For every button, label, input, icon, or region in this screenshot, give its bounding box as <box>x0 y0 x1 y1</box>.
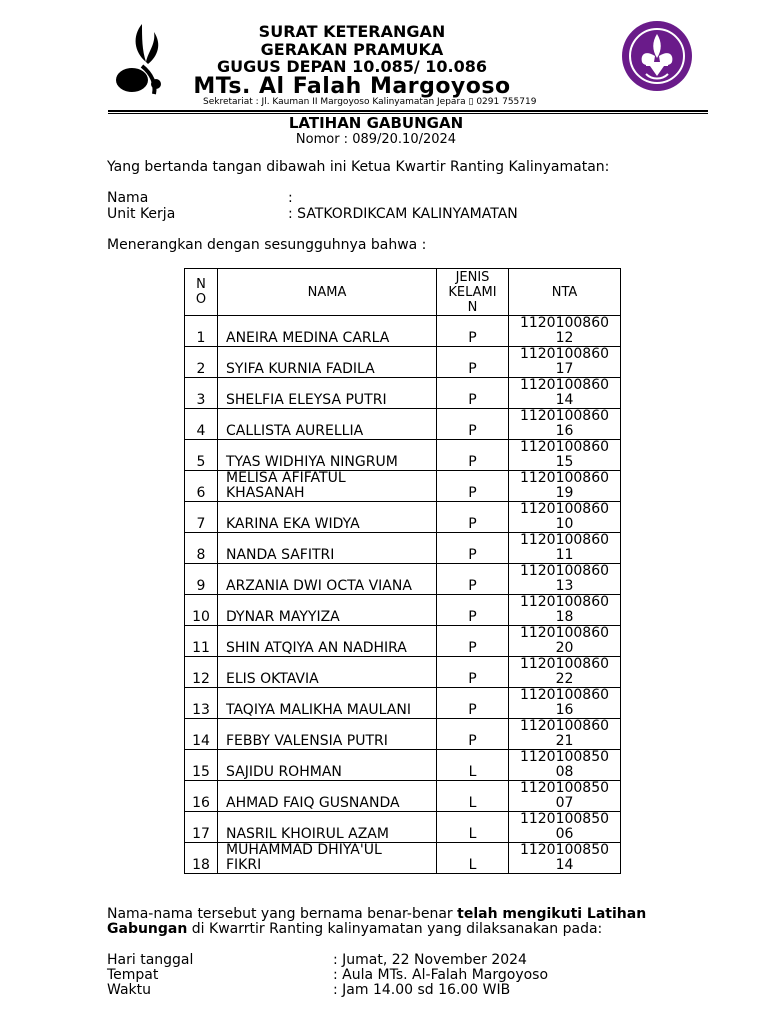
nama-label: Nama <box>107 190 149 206</box>
row-jenis-kelamin: P <box>437 657 509 688</box>
row-nama-line-2: CALLISTA AURELLIA <box>226 423 364 439</box>
row-nama <box>218 409 437 440</box>
row-nama-line-1: MUHAMMAD DHIYA'UL <box>226 842 382 858</box>
header-no-line-1: N <box>196 277 206 292</box>
row-nama <box>218 440 437 471</box>
row-nta-line-1: 1120100860 <box>519 501 610 517</box>
hari-value: : Jumat, 22 November 2024 <box>333 952 527 968</box>
row-nama <box>218 595 437 626</box>
row-no: 4 <box>185 409 218 440</box>
row-nama <box>218 688 437 719</box>
row-nta-line-2: 21 <box>555 733 574 749</box>
table-row <box>185 781 621 812</box>
row-no: 18 <box>185 843 218 874</box>
row-nta <box>509 564 621 595</box>
row-nta-line-2: 19 <box>555 485 574 501</box>
header-nama: NAMA <box>218 269 437 316</box>
row-nta-line-2: 18 <box>555 609 574 625</box>
row-nta <box>509 471 621 502</box>
row-no: 3 <box>185 378 218 409</box>
header-line-1: SURAT KETERANGAN <box>258 22 446 41</box>
letter-number: Nomor : 089/20.10/2024 <box>295 132 457 147</box>
row-nama <box>218 657 437 688</box>
row-jenis-kelamin: L <box>437 812 509 843</box>
table-row <box>185 750 621 781</box>
table-row <box>185 719 621 750</box>
row-no: 1 <box>185 316 218 347</box>
row-jenis-kelamin: L <box>437 843 509 874</box>
row-jenis-kelamin: P <box>437 378 509 409</box>
row-nta-line-1: 1120100860 <box>519 377 610 393</box>
row-nta-line-2: 16 <box>555 702 574 718</box>
row-jenis-kelamin: P <box>437 316 509 347</box>
table-row <box>185 626 621 657</box>
row-nama-line-2: ARZANIA DWI OCTA VIANA <box>226 578 412 594</box>
row-nta <box>509 812 621 843</box>
table-row <box>185 440 621 471</box>
row-nta-line-1: 1120100860 <box>519 687 610 703</box>
closing-line-1 <box>107 906 646 922</box>
row-no: 16 <box>185 781 218 812</box>
row-jenis-kelamin: L <box>437 781 509 812</box>
tempat-value: : Aula MTs. Al-Falah Margoyoso <box>333 967 549 983</box>
row-nama <box>218 843 437 874</box>
row-nta-line-2: 16 <box>555 423 574 439</box>
row-nta-line-1: 1120100860 <box>519 718 610 734</box>
row-nama <box>218 316 437 347</box>
row-nama-line-2: AHMAD FAIQ GUSNANDA <box>226 795 400 811</box>
row-nama-line-1: MELISA AFIFATUL <box>226 470 346 486</box>
row-nama-line-2: SHELFIA ELEYSA PUTRI <box>226 392 387 408</box>
header-jk-line-3: N <box>467 299 478 315</box>
header-divider <box>108 110 708 112</box>
row-jenis-kelamin: P <box>437 719 509 750</box>
row-nama-line-2: ANEIRA MEDINA CARLA <box>226 330 390 346</box>
row-jenis-kelamin: P <box>437 502 509 533</box>
row-nama-line-2: FEBBY VALENSIA PUTRI <box>226 733 388 749</box>
header-line-2: GERAKAN PRAMUKA <box>260 40 444 59</box>
closing-text-b: di Kwarrtir Ranting kalinyamatan yang dilaksanakan pada: <box>187 921 603 937</box>
row-nta-line-1: 1120100850 <box>519 842 610 858</box>
row-nta <box>509 440 621 471</box>
row-nta <box>509 843 621 874</box>
waktu-label: Waktu <box>107 982 151 998</box>
row-nama <box>218 626 437 657</box>
row-nta-line-2: 12 <box>555 330 574 346</box>
row-nama-line-2: KARINA EKA WIDYA <box>226 516 360 532</box>
row-nama <box>218 719 437 750</box>
row-jenis-kelamin: P <box>437 471 509 502</box>
closing-bold-a: telah mengikuti Latihan <box>457 906 647 922</box>
closing-line-2 <box>107 921 602 937</box>
row-nta <box>509 657 621 688</box>
row-no: 7 <box>185 502 218 533</box>
row-jenis-kelamin: P <box>437 347 509 378</box>
participant-table <box>184 268 621 874</box>
row-no: 6 <box>185 471 218 502</box>
row-nta-line-1: 1120100860 <box>519 656 610 672</box>
hari-label: Hari tanggal <box>107 952 194 968</box>
header-line-3: GUGUS DEPAN 10.085/ 10.086 <box>216 57 488 76</box>
tempat-label: Tempat <box>107 967 159 983</box>
row-jenis-kelamin: P <box>437 595 509 626</box>
header-jk-line-1: JENIS <box>455 269 490 285</box>
row-nta-line-1: 1120100850 <box>519 780 610 796</box>
table-row <box>185 533 621 564</box>
row-nama-line-2: ELIS OKTAVIA <box>226 671 319 687</box>
table-row <box>185 688 621 719</box>
row-nta-line-2: 07 <box>555 795 574 811</box>
row-nta-line-1: 1120100850 <box>519 811 610 827</box>
row-nama <box>218 812 437 843</box>
row-nta <box>509 595 621 626</box>
header-nta: NTA <box>509 269 621 316</box>
table-header-row <box>185 269 621 316</box>
row-nta-line-2: 13 <box>555 578 574 594</box>
row-nta-line-1: 1120100860 <box>519 346 610 362</box>
row-jenis-kelamin: P <box>437 688 509 719</box>
row-nta <box>509 409 621 440</box>
header-no <box>185 269 218 316</box>
row-no: 13 <box>185 688 218 719</box>
row-no: 17 <box>185 812 218 843</box>
row-nama <box>218 750 437 781</box>
row-no: 11 <box>185 626 218 657</box>
row-nta-line-2: 22 <box>555 671 574 687</box>
row-no: 10 <box>185 595 218 626</box>
table-row <box>185 471 621 502</box>
row-nta <box>509 316 621 347</box>
row-nta-line-1: 1120100860 <box>519 470 610 486</box>
row-jenis-kelamin: L <box>437 750 509 781</box>
row-nta <box>509 719 621 750</box>
row-nta-line-2: 08 <box>555 764 574 780</box>
secretariat-address: Sekretariat : Jl. Kauman II Margoyoso Kalinyamatan Jepara ▯ 0291 755719 <box>203 97 537 107</box>
unit-value: : SATKORDIKCAM KALINYAMATAN <box>288 206 518 222</box>
row-nama <box>218 347 437 378</box>
nama-value: : <box>288 190 293 206</box>
school-name: MTs. Al Falah Margoyoso <box>193 74 511 99</box>
row-nta-line-2: 15 <box>555 454 574 470</box>
row-nta <box>509 378 621 409</box>
header-jk-line-2: KELAMI <box>448 284 497 300</box>
table-row <box>185 347 621 378</box>
row-no: 8 <box>185 533 218 564</box>
row-nama-line-2: FIKRI <box>226 857 262 873</box>
table-row <box>185 564 621 595</box>
table-row <box>185 657 621 688</box>
row-nama-line-2: TYAS WIDHIYA NINGRUM <box>226 454 398 470</box>
closing-text-a: Nama-nama tersebut yang bernama benar-benar <box>107 906 458 922</box>
row-no: 14 <box>185 719 218 750</box>
row-nama <box>218 564 437 595</box>
row-nta-line-2: 17 <box>555 361 574 377</box>
row-nama-line-2: SHIN ATQIYA AN NADHIRA <box>226 640 407 656</box>
row-jenis-kelamin: P <box>437 409 509 440</box>
row-nama-line-2: SYIFA KURNIA FADILA <box>226 361 375 377</box>
letter-title: LATIHAN GABUNGAN <box>288 114 464 132</box>
row-nta-line-2: 10 <box>555 516 574 532</box>
row-nta-line-1: 1120100860 <box>519 315 610 331</box>
row-nama-line-2: NANDA SAFITRI <box>226 547 335 563</box>
row-nama <box>218 471 437 502</box>
table-row <box>185 843 621 874</box>
table-row <box>185 409 621 440</box>
row-jenis-kelamin: P <box>437 626 509 657</box>
waktu-value: : Jam 14.00 sd 16.00 WIB <box>333 982 511 998</box>
intro-text: Yang bertanda tangan dibawah ini Ketua Kwartir Ranting Kalinyamatan: <box>107 159 610 175</box>
row-jenis-kelamin: P <box>437 440 509 471</box>
header-no-line-2: O <box>195 292 207 307</box>
row-nama-line-2: DYNAR MAYYIZA <box>226 609 340 625</box>
row-nta-line-1: 1120100860 <box>519 563 610 579</box>
row-nta-line-1: 1120100850 <box>519 749 610 765</box>
row-nta-line-1: 1120100860 <box>519 408 610 424</box>
unit-label: Unit Kerja <box>107 206 176 222</box>
row-nta-line-2: 20 <box>555 640 574 656</box>
closing-bold-b: Gabungan <box>107 921 188 937</box>
row-nama <box>218 781 437 812</box>
row-nama-line-2: KHASANAH <box>226 485 305 501</box>
row-nama <box>218 502 437 533</box>
row-nta-line-2: 14 <box>555 857 574 873</box>
row-nta <box>509 626 621 657</box>
row-no: 5 <box>185 440 218 471</box>
table-row <box>185 316 621 347</box>
statement-text: Menerangkan dengan sesungguhnya bahwa : <box>107 237 427 253</box>
table-row <box>185 502 621 533</box>
row-nama-line-2: NASRIL KHOIRUL AZAM <box>226 826 389 842</box>
row-nama <box>218 533 437 564</box>
row-nta-line-1: 1120100860 <box>519 594 610 610</box>
row-nta-line-2: 14 <box>555 392 574 408</box>
table-row <box>185 378 621 409</box>
row-nta-line-2: 06 <box>555 826 574 842</box>
row-jenis-kelamin: P <box>437 564 509 595</box>
row-no: 2 <box>185 347 218 378</box>
row-no: 12 <box>185 657 218 688</box>
row-nta <box>509 688 621 719</box>
row-jenis-kelamin: P <box>437 533 509 564</box>
row-nta <box>509 502 621 533</box>
wosm-fleur-de-lis-icon <box>616 20 698 92</box>
row-no: 9 <box>185 564 218 595</box>
row-nama-line-2: SAJIDU ROHMAN <box>226 764 342 780</box>
row-nta <box>509 781 621 812</box>
row-no: 15 <box>185 750 218 781</box>
row-nama-line-2: TAQIYA MALIKHA MAULANI <box>226 702 411 718</box>
row-nta-line-1: 1120100860 <box>519 625 610 641</box>
row-nta-line-1: 1120100860 <box>519 439 610 455</box>
row-nta-line-1: 1120100860 <box>519 532 610 548</box>
row-nta <box>509 533 621 564</box>
row-nta-line-2: 11 <box>555 547 574 563</box>
table-row <box>185 595 621 626</box>
row-nama <box>218 378 437 409</box>
row-nta <box>509 750 621 781</box>
header-jenis-kelamin <box>437 269 509 316</box>
table-row <box>185 812 621 843</box>
row-nta <box>509 347 621 378</box>
